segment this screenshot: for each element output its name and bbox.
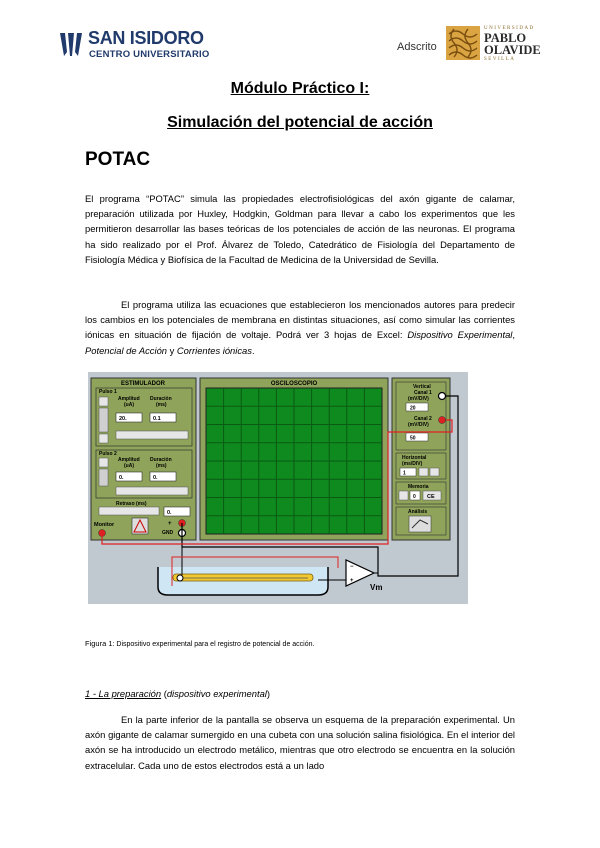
figure-caption [85, 639, 314, 648]
module-title: Módulo Práctico I: [230, 80, 370, 97]
pulse2-hscroll[interactable] [116, 487, 188, 495]
memory-down[interactable] [399, 491, 408, 500]
upo-name-1: PABLO [484, 31, 527, 45]
paragraph-program-text: El programa utiliza las ecuaciones que establecieron los mencionados autores para predecir los cambios en los potenciales de membrana en distintas situaciones, así como simular las corrientes iónicas en situación de fijación de voltaje. Podrá ver 3 hojas de Excel: [85, 299, 515, 341]
plus-label: + [168, 521, 172, 527]
clear-button-label: CE [427, 494, 435, 500]
paragraph-program [85, 297, 515, 358]
paragraph-preparation: En la parte inferior de la pantalla se observa un esquema de la preparación experimental. Un axón gigante de calamar sumergido en una cubeta con una solución salina fisiológica. En el interior del axón se ha introducido un electrodo metálico, mientras que otro electrodo se encuentra en la solución extracelular. Cada uno de estos electrodos está a un lado [85, 714, 515, 771]
logo-name: SAN ISIDORO [88, 28, 204, 48]
section-heading: 1 - La preparación (dispositivo experimental) [85, 688, 271, 699]
caption-text: : Dispositivo experimental para el registro de potencial de acción. [112, 641, 315, 648]
section-sub: dispositivo experimental [166, 688, 267, 699]
canal1-terminal[interactable] [439, 393, 446, 400]
canal1-value: 20 [410, 405, 416, 412]
memory-label: Memoria [408, 484, 429, 490]
sheet-dispositivo: Dispositivo Experimental [407, 329, 513, 341]
horizontal-label: Horizontal [402, 455, 427, 461]
memory-value: 0 [413, 494, 416, 500]
upo-logo [446, 26, 546, 64]
pulse1-scrollbar[interactable] [99, 408, 108, 432]
sep-1: , [512, 329, 515, 341]
pulse1-amp-unit: (uA) [124, 402, 134, 408]
canal2-unit: (mV/DIV) [408, 422, 429, 428]
bath-terminal [177, 575, 183, 581]
adscrito-label: Adscrito [397, 41, 437, 53]
amp-minus: − [350, 564, 354, 570]
pulse1-up-arrow[interactable] [99, 397, 108, 406]
pulse1-duration-label: Duración [150, 396, 172, 402]
pulse2-up-arrow[interactable] [99, 458, 108, 467]
upo-name-2: OLAVIDE [484, 43, 541, 57]
horizontal-unit: (ms/DIV) [402, 461, 423, 467]
oscilloscope-title: OSCILOSCOPIO [270, 381, 318, 387]
monitor-label: Monitor [94, 522, 115, 528]
logo-subtitle: CENTRO UNIVERSITARIO [89, 49, 210, 60]
delay-hscroll[interactable] [99, 507, 159, 515]
canal2-value: 50 [410, 435, 416, 442]
amp-plus: + [350, 578, 354, 584]
delay-value: 0. [167, 510, 172, 516]
gnd-label: GND [162, 530, 174, 536]
san-isidoro-logo [58, 28, 208, 62]
pulse1-dur-unit: (ms) [156, 402, 167, 408]
simulation-title: Simulación del potencial de acción [167, 114, 433, 131]
upo-name [484, 32, 541, 56]
pulse2-label: Pulso 2 [99, 451, 117, 457]
canal2-label: Canal 2 [414, 416, 432, 422]
pulse1-hscroll[interactable] [116, 431, 188, 439]
pulse2-amp-unit: (uA) [124, 463, 134, 469]
monitor-terminal[interactable] [99, 530, 106, 537]
sheet-potencial: Potencial de Acción [85, 344, 167, 356]
pulse1-amplitude-value: 20. [119, 416, 127, 422]
horizontal-plus[interactable] [430, 468, 439, 476]
san-isidoro-emblem-icon [58, 30, 84, 58]
vertical-label: Vertical [413, 384, 431, 390]
giant-axon [173, 574, 313, 581]
pulse1-label: Pulso 1 [99, 389, 117, 395]
pulse1-down-arrow[interactable] [99, 434, 108, 443]
upo-bottom-text: SEVILLA [484, 57, 516, 62]
pulse2-scrollbar[interactable] [99, 469, 108, 486]
canal2-terminal[interactable] [439, 417, 446, 424]
pulse2-dur-unit: (ms) [156, 463, 167, 469]
upo-top-text: UNIVERSIDAD [484, 26, 535, 31]
canal1-unit: (mV/DIV) [408, 396, 429, 402]
horizontal-minus[interactable] [419, 468, 428, 476]
paragraph-intro: El programa “POTAC” simula las propiedades electrofisiológicas del axón gigante de calamar, preparación utilizada por Huxley, Hodgkin, Goldman para llevar a cabo los experimentos que les permitieron desarrollar las bases teóricas de los potenciales de acción de las neuronas. El programa ha sido realizado por el Prof. Álvarez de Toledo, Catedrático de Fisiología del Departamento de Fisiología Médica y Biofísica de la Facultad de Medicina de la Universidad de Sevilla. [85, 193, 515, 265]
stimulator-title: ESTIMULADOR [121, 381, 165, 387]
caption-label: Figura 1 [85, 639, 113, 648]
section-number: 1 - La preparación [85, 688, 162, 699]
pulse2-amplitude-label: Amplitud [118, 457, 140, 463]
potac-heading: POTAC [85, 149, 151, 170]
canal1-label: Canal 1 [414, 390, 432, 396]
pulse2-amplitude-value: 0. [119, 475, 124, 481]
horizontal-value: 1 [403, 470, 406, 477]
experimental-setup-figure [88, 372, 468, 604]
pulse1-amplitude-label: Amplitud [118, 396, 140, 402]
pulse1-duration-value: 0.1 [153, 416, 161, 422]
upo-emblem-icon [446, 26, 480, 60]
sep-2: y [167, 344, 177, 356]
pulse2-duration-value: 0. [153, 475, 158, 481]
end-dot: . [251, 344, 255, 356]
analysis-label: Análisis [408, 509, 428, 515]
delay-label: Retraso (ms) [116, 501, 147, 507]
pulse2-duration-label: Duración [150, 457, 172, 463]
vm-label: Vm [370, 583, 383, 592]
sheet-corrientes: Corrientes iónicas [176, 344, 252, 356]
